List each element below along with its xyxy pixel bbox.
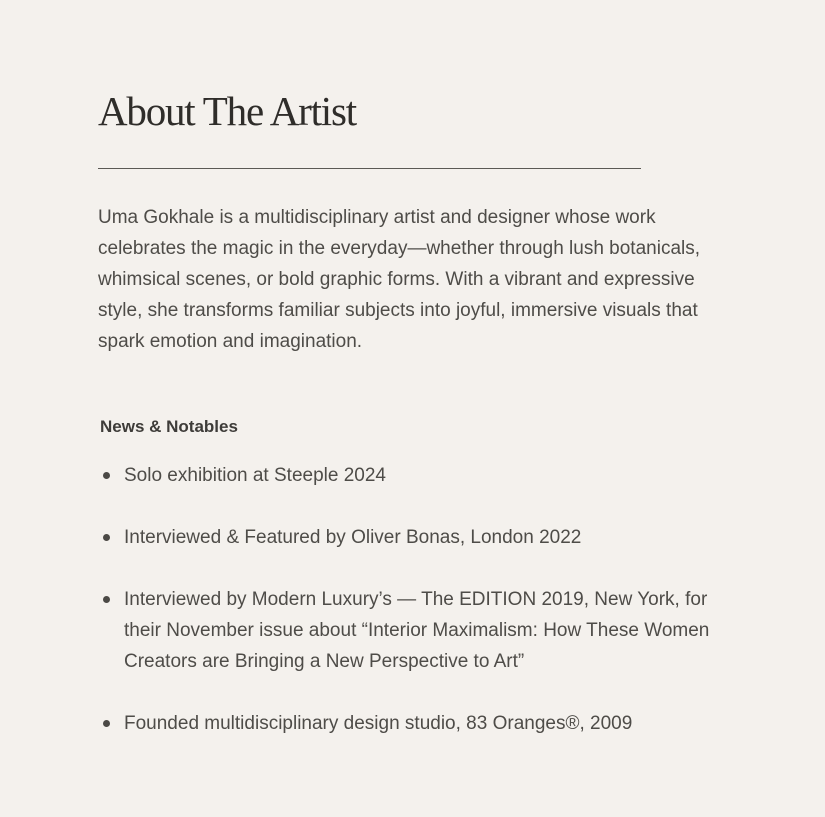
bullet-icon (103, 534, 110, 541)
news-item-text: Founded multidisciplinary design studio, 83 Oranges®, 2009 (124, 713, 633, 734)
news-item-text: Interviewed & Featured by Oliver Bonas, London 2022 (124, 527, 582, 548)
news-item-text: Solo exhibition at Steeple 2024 (124, 465, 386, 486)
news-item (98, 584, 724, 677)
news-list (98, 460, 738, 739)
news-item-text: Interviewed by Modern Luxury’s — The EDITION 2019, New York, for their November issue about “Interior Maximalism: How These Women Creators are Bringing a New Perspective to Art” (124, 589, 710, 672)
title-divider (98, 168, 641, 169)
news-item (98, 460, 724, 491)
page-title: About The Artist (98, 88, 356, 134)
bullet-icon (103, 720, 110, 727)
about-artist-section (98, 88, 738, 739)
news-item (98, 522, 724, 553)
bullet-icon (103, 472, 110, 479)
bullet-icon (103, 596, 110, 603)
artist-bio: Uma Gokhale is a multidisciplinary artist and designer whose work celebrates the magic in the everyday—whether through lush botanicals, whimsical scenes, or bold graphic forms. With a vibrant and expressive style, she transforms familiar subjects into joyful, immersive visuals that spark emotion and imagination. (98, 207, 701, 352)
news-item (98, 708, 724, 739)
news-heading: News & Notables (100, 417, 238, 436)
